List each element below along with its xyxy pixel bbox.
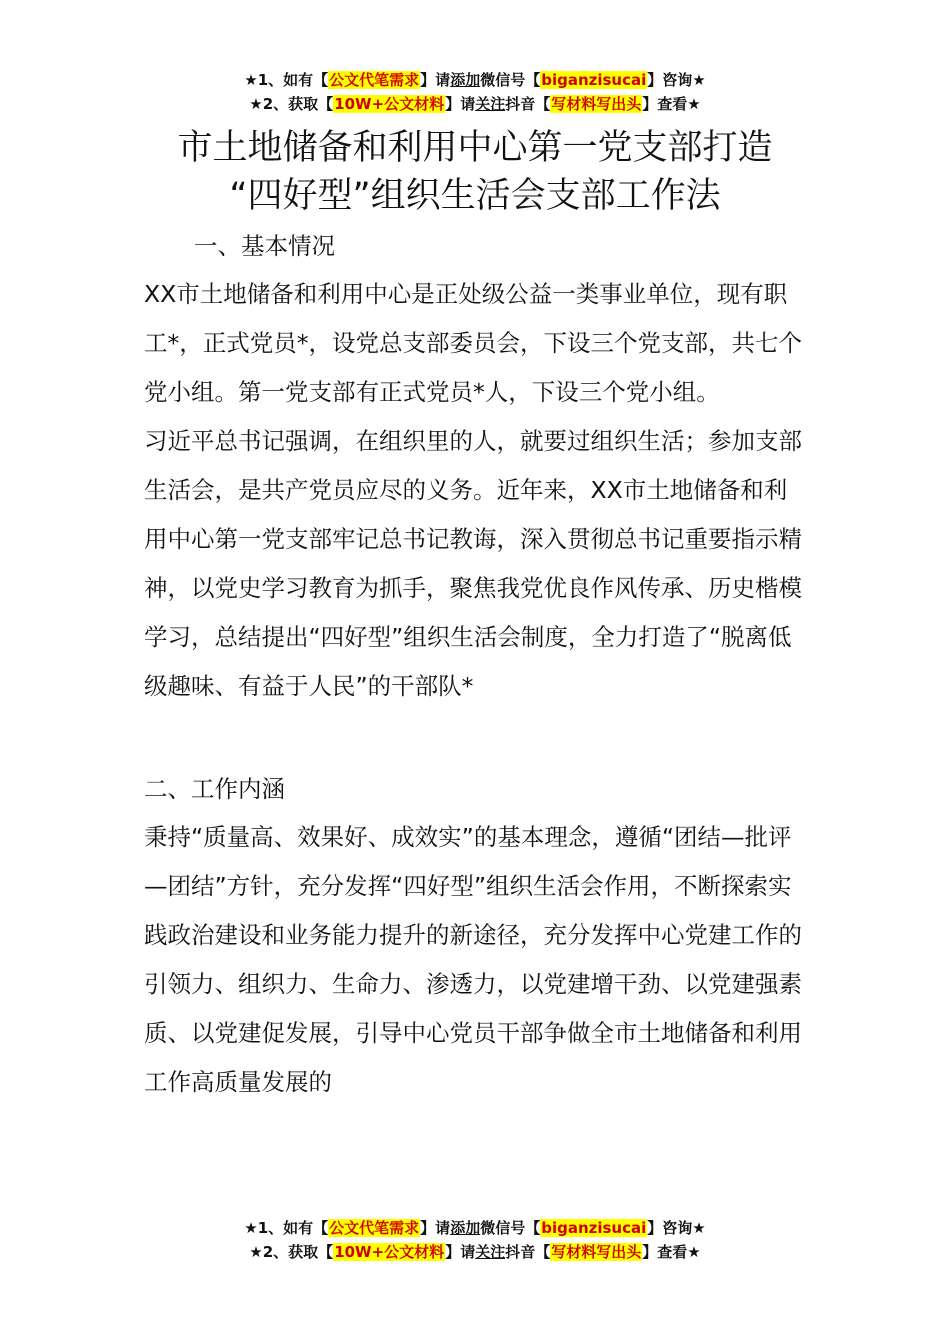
banner-text: ★2、获取【: [249, 1243, 334, 1261]
banner-text: 】请: [420, 1219, 451, 1237]
banner-text: ★2、获取【: [249, 95, 334, 113]
banner-highlight: biganzisucai: [541, 1219, 647, 1237]
banner-text: 抖音【: [505, 95, 551, 113]
banner-text: ★1、如有【: [244, 1219, 329, 1237]
document-body: [144, 222, 810, 1107]
banner-text: 】请: [445, 95, 476, 113]
banner-highlight: 10W+公文材料: [334, 95, 445, 113]
banner-text: 抖音【: [505, 1243, 551, 1261]
banner-highlight: 公文代笔需求: [329, 71, 420, 89]
section-heading-basic-info: 一、基本情况: [194, 232, 335, 260]
banner-highlight: 10W+公文材料: [334, 1243, 445, 1261]
banner-line-1: [0, 68, 950, 92]
banner-underline: 添加: [450, 71, 481, 89]
banner-underline: 关注: [475, 95, 506, 113]
paragraph-1: XX市土地储备和利用中心是正处级公益一类事业单位，现有职工*，正式党员*，设党总支部委员会，下设三个党支部，共七个党小组。第一党支部有正式党员*人，下设三个党小组。: [144, 280, 802, 406]
section-heading-work-content: 二、工作内涵: [144, 775, 285, 803]
paragraph-2: 习近平总书记强调，在组织里的人，就要过组织生活；参加支部生活会，是共产党员应尽的义务。近年来，XX市土地储备和利用中心第一党支部牢记总书记教诲，深入贯彻总书记重要指示精神，以党史学习教育为抓手，聚焦我党优良作风传承、历史楷模学习，总结提出“四好型”组织生活会制度，全力打造了“脱离低级趣味、有益于人民”的干部队*: [144, 427, 802, 700]
banner-text: 微信号【: [480, 71, 541, 89]
banner-text: 】咨询★: [647, 71, 706, 89]
banner-line-1: [0, 1216, 950, 1240]
banner-line-2: [0, 1240, 950, 1264]
banner-underline: 添加: [450, 1219, 481, 1237]
title-line-2: “四好型”组织生活会支部工作法: [229, 176, 721, 216]
document-title: [0, 124, 950, 220]
paragraph-spacer: [144, 711, 810, 765]
banner-line-2: [0, 92, 950, 116]
top-banner: [0, 68, 950, 116]
title-line-1: 市土地储备和利用中心第一党支部打造: [177, 128, 773, 168]
bottom-banner: [0, 1216, 950, 1264]
banner-underline: 关注: [475, 1243, 506, 1261]
banner-text: 】查看★: [642, 1243, 701, 1261]
banner-highlight: 公文代笔需求: [329, 1219, 420, 1237]
banner-text: 】请: [420, 71, 451, 89]
banner-highlight: 写材料写出头: [551, 1243, 642, 1261]
paragraph-3: 秉持“质量高、效果好、成效实”的基本理念，遵循“团结—批评—团结”方针，充分发挥“四好型”组织生活会作用，不断探索实践政治建设和业务能力提升的新途径，充分发挥中心党建工作的引领力、组织力、生命力、渗透力，以党建增干劲、以党建强素质、以党建促发展，引导中心党员干部争做全市土地储备和利用工作高质量发展的: [144, 823, 802, 1096]
banner-text: 】咨询★: [647, 1219, 706, 1237]
banner-text: 微信号【: [480, 1219, 541, 1237]
banner-highlight: 写材料写出头: [551, 95, 642, 113]
banner-highlight: biganzisucai: [541, 71, 647, 89]
banner-text: 】查看★: [642, 95, 701, 113]
banner-text: 】请: [445, 1243, 476, 1261]
banner-text: ★1、如有【: [244, 71, 329, 89]
